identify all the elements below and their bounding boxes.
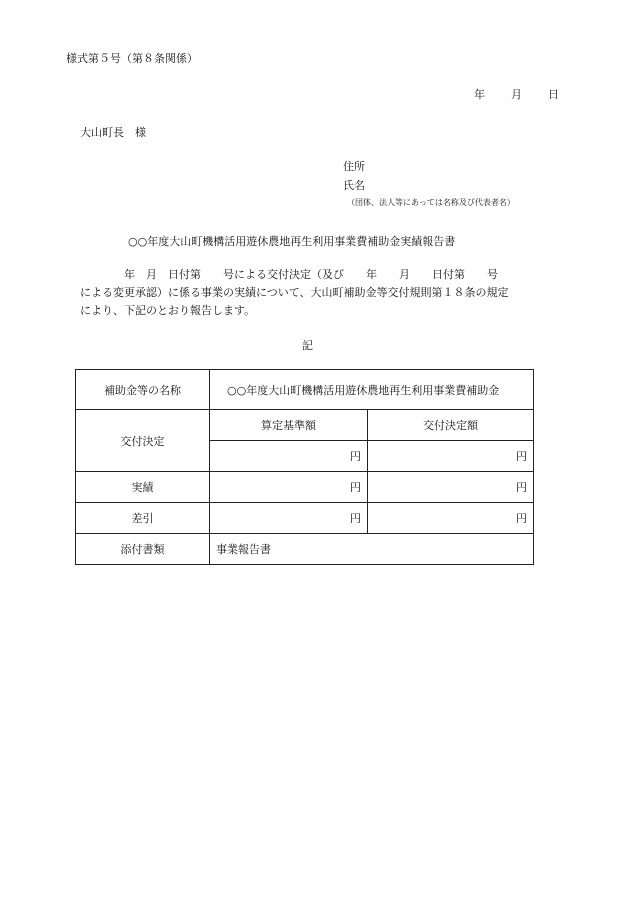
date-year: 年 [474, 88, 485, 101]
body-line-2: による変更承認）に係る事業の実績について、大山町補助金等交付規則第１８条の規定 [80, 286, 509, 299]
difference-grant-amount: 円 [368, 503, 534, 534]
calc-base-amount: 円 [210, 441, 368, 472]
name-label: 氏名 [343, 179, 365, 192]
attachments-value: 事業報告書 [210, 534, 534, 565]
body-text [80, 266, 509, 320]
body-line-3: により、下記のとおり報告します。 [80, 304, 256, 317]
subsidy-name-value: ○○年度大山町機構活用遊休農地再生利用事業費補助金 [210, 370, 534, 410]
table-row-subsidy-name [76, 370, 534, 410]
date-month: 月 [511, 88, 522, 101]
actual-label: 実績 [76, 472, 210, 503]
attachments-label: 添付書類 [76, 534, 210, 565]
grant-decision-label: 交付決定 [76, 410, 210, 472]
name-note: （団体、法人等にあっては名称及び代表者名） [347, 198, 515, 207]
body-line-1: 年 月 日付第 号による交付決定（及び 年 月 日付第 号 [80, 268, 498, 281]
document-title: ○○年度大山町機構活用遊休農地再生利用事業費補助金実績報告書 [128, 235, 456, 248]
ki-heading: 記 [302, 339, 313, 352]
actual-calc-base-amount: 円 [210, 472, 368, 503]
table-row-grant-headers [76, 410, 534, 441]
difference-calc-base-amount: 円 [210, 503, 368, 534]
date-day: 日 [548, 88, 559, 101]
grant-amount-header: 交付決定額 [368, 410, 534, 441]
actual-grant-amount: 円 [368, 472, 534, 503]
table-row-difference [76, 503, 534, 534]
addressee: 大山町長 様 [80, 126, 146, 139]
form-number: 様式第５号（第８条関係） [66, 52, 198, 65]
report-table [75, 369, 534, 565]
date-line [474, 86, 559, 102]
subsidy-name-label: 補助金等の名称 [76, 370, 210, 410]
difference-label: 差引 [76, 503, 210, 534]
table-row-attachments [76, 534, 534, 565]
address-label: 住所 [343, 160, 365, 173]
table-row-actual [76, 472, 534, 503]
calc-base-header: 算定基準額 [210, 410, 368, 441]
grant-decision-amount: 円 [368, 441, 534, 472]
